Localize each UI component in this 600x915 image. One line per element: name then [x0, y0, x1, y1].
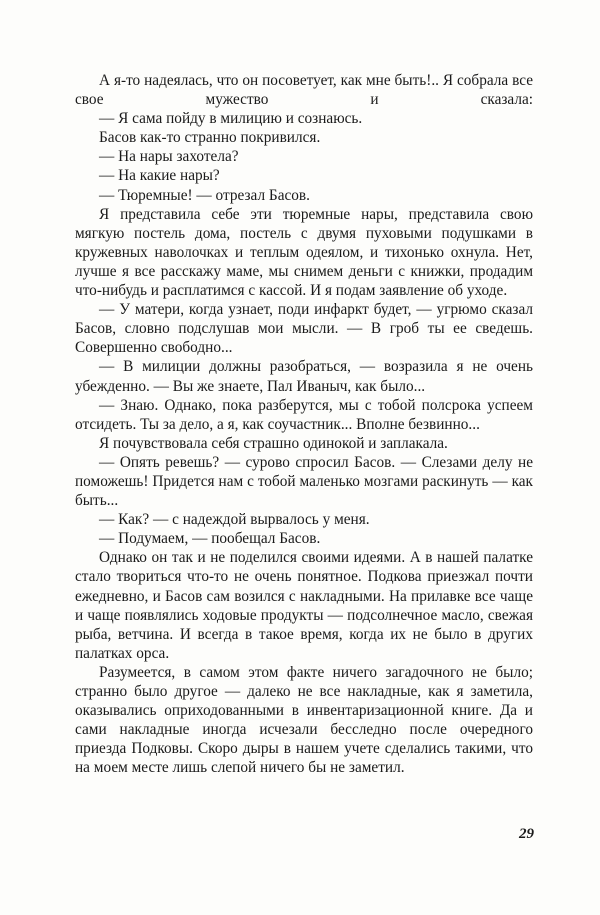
paragraph-12: — Опять ревешь? — сурово спросил Басов. — Слезами делу не поможешь! Придется нам с тобой маленько мозгами раскинуть — как быть...: [75, 453, 533, 510]
paragraph-6: — Тюремные! — отрезал Басов.: [99, 186, 310, 204]
paragraph-13: — Как? — с надеждой вырвалось у меня.: [99, 511, 370, 529]
paragraph-15: Однако он так и не поделился своими идеями. А в нашей палатке стало твориться что-то не очень понятное. Подкова приезжал почти ежедневно, и Басов сам возился с накладными. На прилавке все чаще и чаще появлялись ходовые продукты — подсолнечное масло, свежая рыба, ветчина. И всегда в такое время, когда их не было в других палатках орса.: [75, 549, 533, 662]
paragraph-11: Я почувствовала себя страшно одинокой и заплакала.: [99, 434, 448, 452]
paragraph-16: Разумеется, в самом этом факте ничего загадочного не было; странно было другое — далеко не все накладные, как я заметила, оказывались оприходованными в инвентаризационной книге. Да и сами накладные иногда исчезали бесследно после очередного приезда Подковы. Скоро дыры в нашем учете сделались такими, что на моем месте лишь слепой ничего бы не заметил.: [75, 663, 533, 777]
paragraph-9: — В милиции должны разобраться, — возразила я не очень убежденно. — Вы же знаете, Пал Иваныч, как было...: [75, 358, 533, 395]
page-number: 29: [519, 826, 534, 842]
paragraph-3: Басов как-то странно покривился.: [99, 129, 321, 147]
paragraph-5: — На какие нары?: [99, 167, 220, 185]
paragraph-4: — На нары захотела?: [99, 148, 239, 166]
paragraph-7: Я представила себе эти тюремные нары, представила свою мягкую постель дома, постель с двумя пуховыми подушками в кружевных наволочках и теплым одеялом, и тихонько охнула. Нет, лучше я все расскажу маме, мы снимем деньги с книжки, продадим что-нибудь и расплатимся с кассой. И я подам заявление об уходе.: [75, 205, 533, 300]
paragraph-8: — У матери, когда узнает, поди инфаркт будет, — угрюмо сказал Басов, словно подслушав мои мысли. — В гроб ты ее сведешь. Совершенно свободно...: [75, 301, 533, 357]
paragraph-14: — Подумаем, — пообещал Басов.: [99, 530, 321, 548]
paragraph-1: А я-то надеялась, что он посоветует, как мне быть!.. Я собрала все свое мужество и сказала:: [75, 72, 533, 109]
body-text: [75, 71, 533, 777]
paragraph-2: — Я сама пойду в милицию и сознаюсь.: [99, 110, 363, 128]
paragraph-10: — Знаю. Однако, пока разберутся, мы с тобой полсрока успеем отсидеть. Ты за дело, а я, как соучастник... Вполне безвинно...: [75, 396, 533, 433]
